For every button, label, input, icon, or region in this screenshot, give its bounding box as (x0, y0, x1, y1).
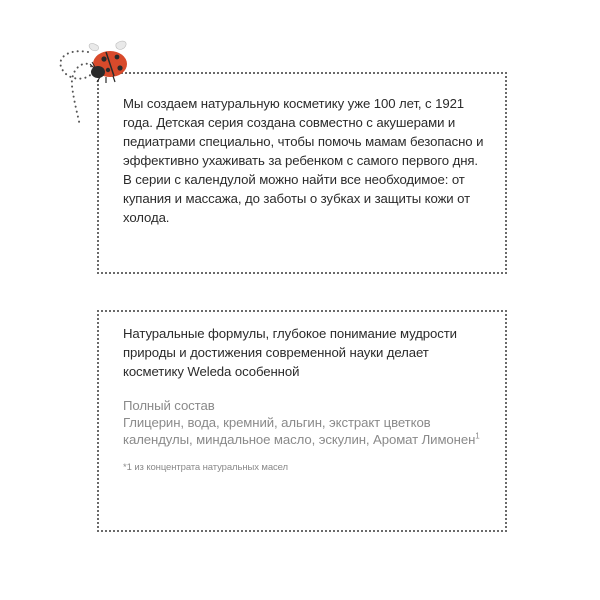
composition-title: Полный состав (123, 398, 215, 413)
composition-footnote-mark: 1 (475, 431, 480, 441)
details-card (97, 310, 507, 532)
composition-text (123, 414, 485, 448)
footnote-text: *1 из концентрата натуральных масел (123, 462, 288, 473)
tagline-text: Натуральные формулы, глубокое понимание мудрости природы и достижения современной науки делает косметику Weleda особенной (123, 326, 457, 379)
intro-text: Мы создаем натуральную косметику уже 100 лет, с 1921 года. Детская серия создана совместно с акушерами и педиатрами специально, чтобы помочь мамам безопасно и эффективно ухаживать за ребенком с самого первого дня. В серии с календулой можно найти все необходимое: от купания и массажа, до заботы о зубках и защиты кожи от холода. (123, 96, 484, 225)
details-content (123, 324, 485, 474)
composition-section (123, 397, 485, 448)
ladybug-icon (86, 40, 136, 86)
composition-ingredients: Глицерин, вода, кремний, альгин, экстракт цветков календулы, миндальное масло, эскулин, Аромат Лимонен (123, 415, 476, 447)
intro-card (97, 72, 507, 274)
